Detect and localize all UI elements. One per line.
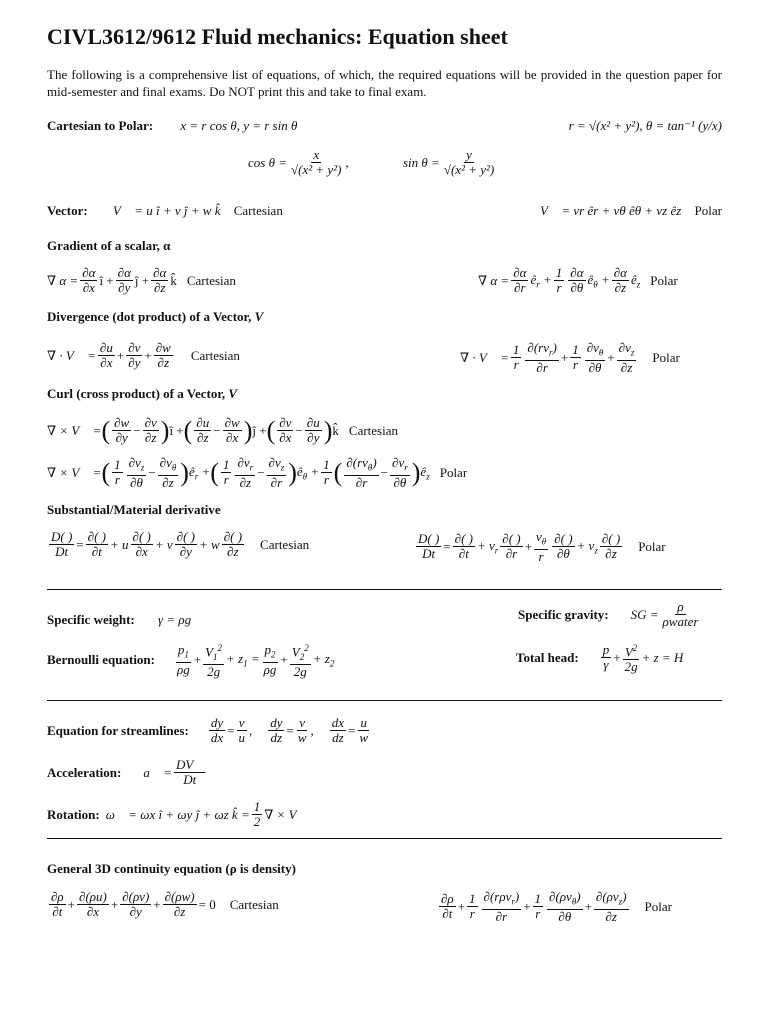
divider-2 <box>47 700 722 701</box>
gradient-cartesian-tag: Cartesian <box>186 272 236 288</box>
vector-polar-group <box>540 203 722 219</box>
cos-theta-eq: cos θ = $\frac{x}{\text{√(x² + y²)}}$ , <box>248 147 349 177</box>
continuity-cartesian-eq: $\frac{\partial\rho}{\partial t}$ + $\frac{\partial(\rho u)}{\partial x}$ + $\frac{\partial(\rho v)}{\partial y}$ + $\frac{\partial(\rho w)}{\partial z}$ = 0 Cartesian <box>51 889 279 919</box>
cos-frac <box>289 148 343 177</box>
specific-gravity-lhs: SG = <box>630 606 659 622</box>
intro-paragraph: The following is a comprehensive list of equations, of which, the required equations will be provided in the question paper for mid-semester and final exams. Do NOT print this and take to final exam. <box>47 67 722 99</box>
continuity-heading <box>47 861 296 877</box>
divergence-cartesian-eq: ∇ · V⃗ = $\frac{\partial u}{\partial x}$ + $\frac{\partial v}{\partial y}$ + $\frac{\partial w}{\partial z}$ Cartesian <box>47 340 240 370</box>
total-head-eq: Total head: $\frac{p}{\gamma}$ + $\frac{V^2}{2g}$ + z = H <box>516 642 684 675</box>
streamlines-label: Equation for streamlines: <box>47 722 189 738</box>
specific-weight-label: Specific weight: <box>47 612 135 627</box>
continuity-label: General 3D continuity equation (ρ is density) <box>47 861 296 876</box>
curl-polar-eq: ∇ × V⃗ = ( $\frac{1}{r}$ $\frac{\partial v_z}{\partial\theta}$ − $\frac{\partial v_\theta}{\partial z}$ ) $ê_r$ + ( $\frac{1}{r}$ $\frac{\partial v_r}{\partial z}$ − $\frac{\partial v_z}{\partial r}$ ) $ê_\theta$ + $\frac{1}{r}$ ( $\frac{\partial(rv_\theta)}{\partial r}$ − $\frac{\partial v_r}{\partial\theta}$ ) $ê_z$ Polar <box>47 455 468 490</box>
sin-theta-eq <box>403 148 498 177</box>
sin-den: √(x² + y²) <box>443 162 495 177</box>
specific-gravity-eq <box>518 600 702 629</box>
cartesian-to-polar-row <box>47 118 722 134</box>
divergence-polar-tag: Polar <box>652 349 680 365</box>
continuity-polar-tag: Polar <box>644 898 672 914</box>
rotation-label: Rotation: <box>47 806 100 822</box>
cos-den: √(x² + y²) <box>291 162 342 177</box>
vector-row <box>47 203 722 219</box>
sin-num: y <box>466 147 472 162</box>
rotation-lhs: ω⃗ = ωx î + ωy ĵ + ωz k̂ = <box>105 806 250 822</box>
curl-cartesian-tag: Cartesian <box>348 422 398 438</box>
rotation-eq: Rotation: ω⃗ = ωx î + ωy ĵ + ωz k̂ = $\frac{1}{2}$ ∇ × V⃗ <box>47 799 307 829</box>
curl-label: Curl (cross product) of a Vector, <box>47 386 226 401</box>
gradient-polar-tag: Polar <box>650 272 678 288</box>
continuity-zero: = 0 <box>198 896 216 912</box>
curl-cartesian-eq: ∇ × V⃗ = ( $\frac{\partial w}{\partial y}$ − $\frac{\partial v}{\partial z}$ ) î + ( $\frac{\partial u}{\partial z}$ − $\frac{\partial w}{\partial x}$ ) ĵ + ( $\frac{\partial v}{\partial x}$ − $\frac{\partial u}{\partial y}$ ) k̂ Cartesian <box>47 415 398 445</box>
substantial-cartesian-eq: $\frac{D( )}{Dt}$ = $\frac{\partial( )}{\partial t}$ + u $\frac{\partial( )}{\partial x}$ + v $\frac{\partial( )}{\partial y}$ + w $\frac{\partial( )}{\partial z}$ Cartesian <box>51 529 310 559</box>
gradient-heading: Gradient of a scalar, α <box>47 238 171 253</box>
divergence-cartesian-tag: Cartesian <box>190 347 240 363</box>
streamlines-eq: Equation for streamlines: $\frac{dy}{dx}$ = $\frac{v}{u}$ , $\frac{dy}{dz}$ = $\frac{v}{w}$ , $\frac{dx}{dz}$ = $\frac{u}{w}$ <box>47 715 369 745</box>
divergence-label: Divergence (dot product) of a Vector, <box>47 309 252 324</box>
acceleration-lhs: a⃗ = <box>143 764 172 780</box>
sg-den: ρwater <box>662 614 699 629</box>
substantial-heading: Substantial/Material derivative <box>47 502 221 517</box>
divider-3 <box>47 838 722 839</box>
continuity-polar-eq: $\frac{\partial\rho}{\partial t}$ + $\frac{1}{r}$ $\frac{\partial(r\rho v_r)}{\partial r}$ + $\frac{1}{r}$ $\frac{\partial(\rho v_\theta)}{\partial\theta}$ + $\frac{\partial(\rho v_z)}{\partial z}$ Polar <box>441 889 672 924</box>
c2p-right-eq: r = √(x² + y²), θ = tan⁻¹ (y/x) <box>568 118 722 133</box>
sin-lhs: sin θ = <box>403 154 440 170</box>
substantial-cartesian-tag: Cartesian <box>260 536 310 552</box>
continuity-cartesian-tag: Cartesian <box>229 896 279 912</box>
gradient-polar-eq: ∇ α = $\frac{\partial\alpha}{\partial r}$ $ê_r$ + $\frac{1}{r}$ $\frac{\partial\alpha}{\partial\theta}$ $ê_\theta$ + $\frac{\partial\alpha}{\partial z}$ $ê_z$ Polar <box>478 265 678 295</box>
rotation-nabla: ∇ × V⃗ <box>264 806 307 822</box>
acceleration-eq <box>47 758 207 787</box>
divider-1 <box>47 589 722 590</box>
c2p-left-eq: x = r cos θ, y = r sin θ <box>180 118 298 133</box>
sg-num: ρ <box>677 599 684 614</box>
vector-cartesian-eq: V⃗ = u î + v ĵ + w k̂ <box>112 203 221 218</box>
bernoulli-eq: Bernoulli equation: $\frac{p_1}{\rho g}$ + $\frac{V_1^2}{2g}$ + $z_1$ = $\frac{p_2}{\rho g}$ + $\frac{V_2^2}{2g}$ + $z_2$ <box>47 642 335 679</box>
vector-polar-eq: V⃗ = vr êr + vθ êθ + vz êz <box>540 203 682 218</box>
acceleration-label: Acceleration: <box>47 764 122 780</box>
curl-polar-tag: Polar <box>439 464 468 480</box>
sin-frac <box>442 148 496 177</box>
vector-cartesian-tag: Cartesian <box>233 203 283 218</box>
vector-label: Vector: <box>47 203 88 218</box>
accel-num: DV⃗ <box>176 757 204 772</box>
divergence-heading: Divergence (dot product) of a Vector, V⃗ <box>47 309 274 324</box>
divergence-polar-eq: ∇ · V⃗ = $\frac{1}{r}$ $\frac{\partial(rv_r)}{\partial r}$ + $\frac{1}{r}$ $\frac{\partial v_\theta}{\partial\theta}$ + $\frac{\partial v_z}{\partial z}$ Polar <box>460 340 680 375</box>
cartesian-to-polar-label: Cartesian to Polar: <box>47 118 154 133</box>
specific-weight-eq: γ = ρg <box>157 612 192 627</box>
substantial-polar-tag: Polar <box>638 538 666 554</box>
cos-lhs: cos θ = <box>248 154 287 170</box>
substantial-polar-eq: $\frac{D( )}{Dt}$ = $\frac{\partial( )}{\partial t}$ + $v_r$ $\frac{\partial( )}{\partial r}$ + $\frac{v_\theta}{r}$ $\frac{\partial( )}{\partial\theta}$ + $v_z$ $\frac{\partial( )}{\partial z}$ Polar <box>418 529 666 564</box>
bernoulli-label: Bernoulli equation: <box>47 651 155 667</box>
page-title: CIVL3612/9612 Fluid mechanics: Equation sheet <box>47 24 508 49</box>
accel-den: Dt <box>183 772 197 787</box>
specific-gravity-label: Specific gravity: <box>518 606 609 622</box>
total-head-tail: + z = H <box>641 649 684 665</box>
total-head-label: Total head: <box>516 649 579 665</box>
vector-polar-tag: Polar <box>694 203 722 218</box>
curl-heading: Curl (cross product) of a Vector, V⃗ <box>47 386 248 401</box>
gradient-cartesian-eq: ∇ α = $\frac{\partial\alpha}{\partial x}$ î + $\frac{\partial\alpha}{\partial y}$ ĵ + $\frac{\partial\alpha}{\partial z}$ k̂ Cartesian <box>47 265 236 295</box>
cos-num: x <box>313 147 320 162</box>
